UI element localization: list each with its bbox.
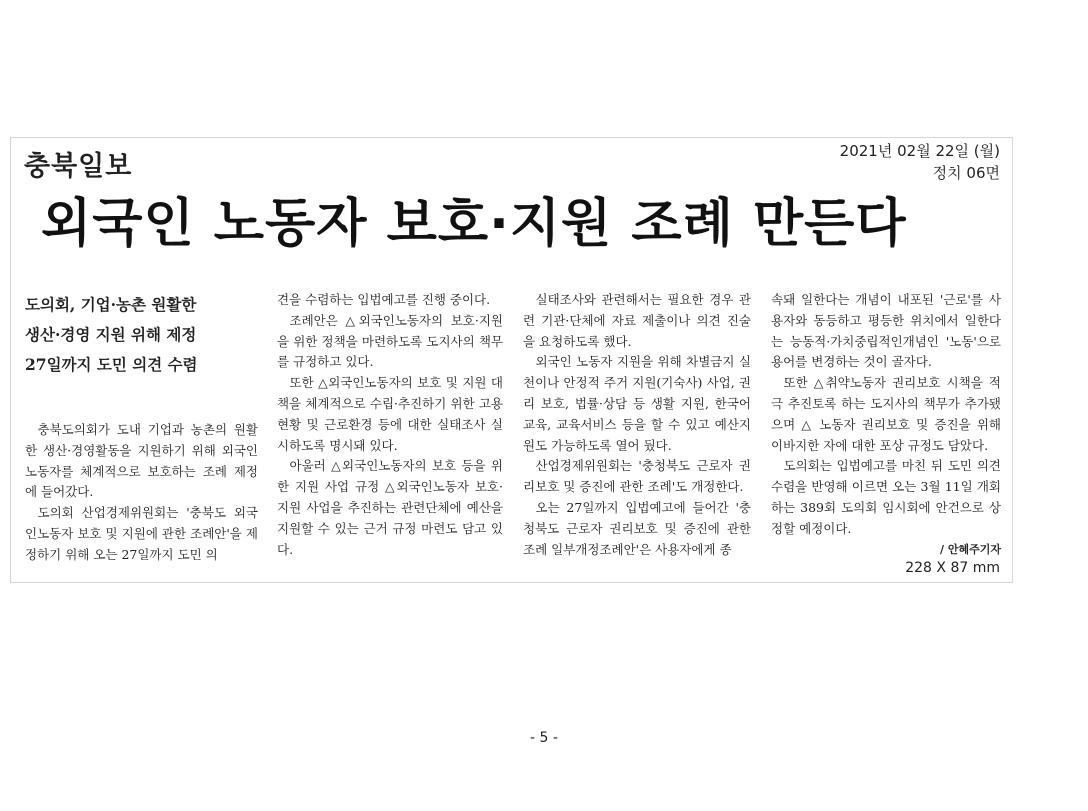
paragraph: 또한 △외국인노동자의 보호 및 지원 대책을 체계적으로 수립·추진하기 위한 고용현황 및 근로환경 등에 대한 실태조사 실시하도록 명시돼 있다. (277, 375, 503, 453)
page-number: - 5 - (530, 730, 558, 746)
paragraph: 도의회는 입법예고를 마친 뒤 도민 의견수렴을 반영해 이르면 오는 3월 11일 개회하는 389회 도의회 임시회에 안건으로 상정할 예정이다. (771, 458, 1001, 536)
paragraph: 오는 27일까지 입법예고에 들어간 '충청북도 근로자 권리보호 및 증진에 관한 조례 일부개정조례안'은 사용자에게 종 (523, 499, 751, 557)
paragraph: 충북도의회가 도내 기업과 농촌의 원활한 생산·경영활동을 지원하기 위해 외국인노동자를 체계적으로 보호하는 조례 제정에 들어갔다. (25, 422, 258, 500)
paragraph: 또한 △취약노동자 권리보호 시책을 적극 추진토록 하는 도지사의 책무가 추가됐으며 △ 노동자 권리보호 및 증진을 위해 이바지한 자에 대한 포상 규정도 담았다. (771, 375, 1001, 453)
publication-date: 2021년 02월 22일 (월) (839, 142, 1000, 160)
reporter-byline: / 안혜주기자 (940, 542, 1001, 556)
paragraph: 외국인 노동자 지원을 위해 차별금지 실천이나 안정적 주거 지원(기숙사) 사업, 권리 보호, 법률·상담 등 생활 지원, 한국어 교육, 교육서비스 등을 할 수 있고 예산지원도 가능하도록 열어 뒀다. (523, 354, 751, 453)
subhead-line: 생산·경영 지원 위해 제정 (25, 325, 197, 344)
subhead-line: 27일까지 도민 의견 수렴 (25, 355, 198, 374)
newspaper-name: 충북일보 (24, 151, 133, 182)
article-headline: 외국인 노동자 보호·지원 조례 만든다 (41, 194, 907, 254)
article-subheads (25, 290, 258, 380)
paragraph: 견을 수렴하는 입법예고를 진행 중이다. (277, 292, 491, 307)
section-page: 정치 06면 (932, 164, 1000, 182)
clipping-size: 228 X 87 mm (905, 560, 1000, 576)
paragraph: 속돼 일한다는 개념이 내포된 '근로'를 사용자와 동등하고 평등한 위치에서 일한다는 능동적·가치중립적인개념인 '노동'으로 용어를 변경하는 것이 골자다. (771, 292, 1001, 370)
paragraph: 산업경제위원회는 '충청북도 근로자 권리보호 및 증진에 관한 조례'도 개정한다. (523, 458, 751, 495)
paragraph: 아울러 △외국인노동자의 보호 등을 위한 지원 사업 규정 △외국인노동자 보호·지원 사업을 추진하는 관련단체에 예산을 지원할 수 있는 근거 규정 마련도 담고 있다. (277, 458, 503, 557)
column-body (25, 420, 258, 566)
subhead-line: 도의회, 기업·농촌 원활한 (25, 295, 197, 314)
article-column-1 (25, 290, 258, 566)
paragraph: 조례안은 △외국인노동자의 보호·지원을 위한 정책을 마련하도록 도지사의 책무를 규정하고 있다. (277, 312, 503, 370)
article-column-3 (523, 290, 751, 560)
newspaper-clipping (10, 137, 1013, 583)
article-column-2 (277, 290, 503, 560)
paragraph: 도의회 산업경제위원회는 '충북도 외국인노동자 보호 및 지원에 관한 조례안'을 제정하기 위해 오는 27일까지 도민 의 (25, 505, 258, 562)
article-column-4 (771, 290, 1001, 560)
paragraph: 실태조사와 관련해서는 필요한 경우 관련 기관·단체에 자료 제출이나 의견 진술을 요청하도록 했다. (523, 292, 751, 349)
